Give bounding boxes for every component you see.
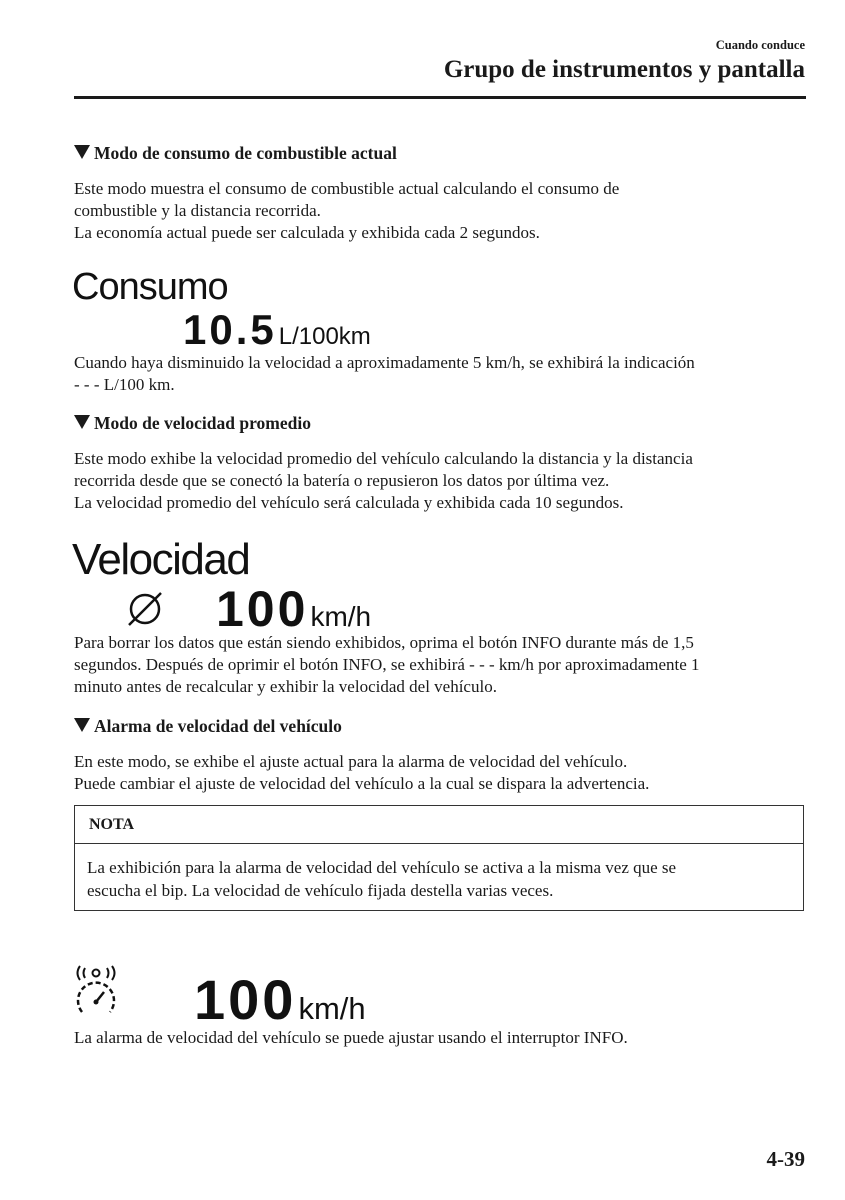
text-line: minuto antes de recalcular y exhibir la velocidad del vehículo.: [74, 677, 497, 696]
speed-description: [74, 448, 809, 514]
note-header: [75, 806, 803, 844]
note-body: [87, 856, 676, 902]
fuel-display-reading: [183, 306, 371, 354]
text-line: La velocidad promedio del vehículo será calculada y exhibida cada 10 segundos.: [74, 493, 624, 512]
section-heading-fuel-text: Modo de consumo de combustible actual: [94, 143, 397, 163]
section-heading-alarm: [74, 716, 342, 737]
text-line: - - - L/100 km.: [74, 375, 175, 394]
speed-display-unit: km/h: [310, 601, 372, 632]
note-title: NOTA: [89, 816, 135, 833]
header-section-label: Cuando conduce: [715, 38, 805, 52]
fuel-description: [74, 178, 809, 244]
fuel-display-value: 10.5: [183, 306, 277, 353]
fuel-display-unit: L/100km: [278, 323, 371, 350]
text-line: Puede cambiar el ajuste de velocidad del vehículo a la cual se dispara la advertencia.: [74, 774, 650, 793]
alarm-display-unit: km/h: [298, 991, 366, 1026]
speed-display-value: 100: [216, 581, 309, 637]
triangle-down-icon: [74, 415, 90, 429]
text-line: escucha el bip. La velocidad de vehículo fijada destella varias veces.: [87, 881, 554, 900]
alarm-display-reading: [194, 967, 366, 1032]
note-box: [74, 805, 804, 911]
text-line: La alarma de velocidad del vehículo se puede ajustar usando el interruptor INFO.: [74, 1028, 628, 1047]
alarm-display-value: 100: [194, 968, 297, 1031]
page-number: 4-39: [766, 1147, 805, 1171]
speed-display-reading: [216, 580, 371, 638]
text-line: Cuando haya disminuido la velocidad a aproximadamente 5 km/h, se exhibirá la indicación: [74, 353, 695, 372]
text-line: La economía actual puede ser calculada y exhibida cada 2 segundos.: [74, 223, 540, 242]
speed-alarm-icon: [72, 964, 120, 1026]
text-line: Este modo muestra el consumo de combustible actual calculando el consumo de: [74, 179, 620, 198]
text-line: En este modo, se exhibe el ajuste actual para la alarma de velocidad del vehículo.: [74, 752, 628, 771]
average-symbol-icon: [123, 587, 167, 631]
alarm-description: [74, 751, 809, 795]
page-title: Grupo de instrumentos y pantalla: [443, 56, 805, 83]
section-heading-speed: [74, 413, 311, 434]
text-line: Este modo exhibe la velocidad promedio del vehículo calculando la distancia y la distancia: [74, 449, 693, 468]
triangle-down-icon: [74, 145, 90, 159]
fuel-note: [74, 352, 809, 396]
text-line: recorrida desde que se conectó la batería o repusieron los datos por última vez.: [74, 471, 610, 490]
alarm-note: [74, 1027, 809, 1049]
section-heading-speed-text: Modo de velocidad promedio: [94, 413, 311, 433]
speed-note: [74, 632, 809, 698]
text-line: Para borrar los datos que están siendo exhibidos, oprima el botón INFO durante más de 1,5: [74, 633, 694, 652]
text-line: combustible y la distancia recorrida.: [74, 201, 321, 220]
triangle-down-icon: [74, 718, 90, 732]
section-heading-fuel: [74, 143, 397, 164]
header-rule: [74, 96, 806, 99]
fuel-display-label: Consumo: [72, 266, 228, 308]
speed-display-label: Velocidad: [72, 535, 250, 584]
text-line: segundos. Después de oprimir el botón INFO, se exhibirá - - - km/h por aproximadamente 1: [74, 655, 700, 674]
text-line: La exhibición para la alarma de velocidad del vehículo se activa a la misma vez que se: [87, 858, 677, 877]
section-heading-alarm-text: Alarma de velocidad del vehículo: [94, 716, 342, 736]
